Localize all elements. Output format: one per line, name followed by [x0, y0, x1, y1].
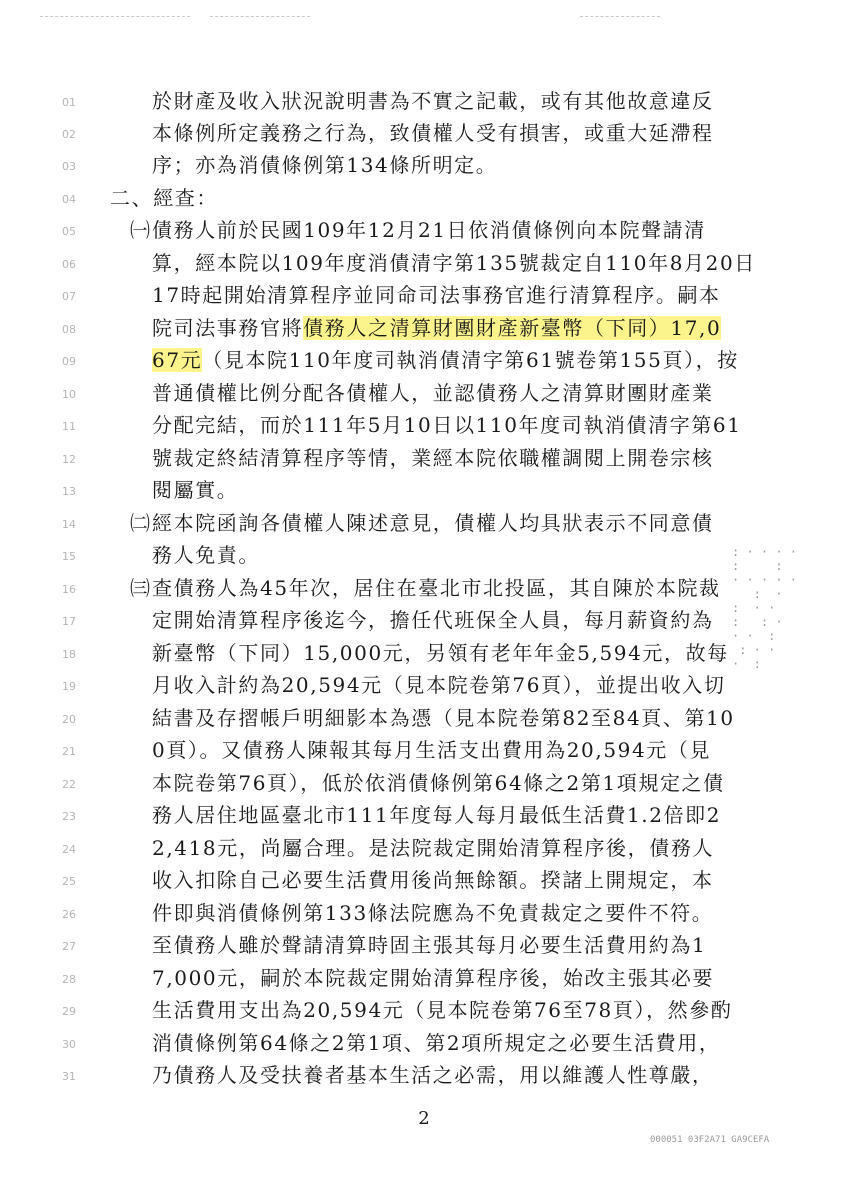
line-number: 17 [62, 615, 76, 628]
line-number: 06 [62, 258, 76, 271]
line-number: 09 [62, 355, 76, 368]
body-line: 普通債權比例分配各債權人，並認債務人之清算財團財產業 [152, 381, 714, 405]
line-number: 26 [62, 908, 76, 921]
body-line: 查債務人為45年次，居住在臺北市北投區，其自陳於本院裁 [152, 576, 721, 600]
body-line: 定開始清算程序後迄今，擔任代班保全人員，每月薪資約為 [152, 608, 714, 632]
body-line: 消債條例第64條之2第1項、第2項所規定之必要生活費用， [152, 1031, 721, 1055]
line-number: 14 [62, 518, 76, 531]
page-number: 2 [418, 1108, 430, 1129]
body-line: 乃債務人及受扶養者基本生活之必需，用以維護人性尊嚴， [152, 1063, 714, 1087]
line-number: 31 [62, 1070, 76, 1083]
body-line: 經本院函詢各債權人陳述意見，債權人均具狀表示不同意債 [152, 511, 714, 535]
document-code: 000051 03F2A71 GA9CEFA [650, 1135, 770, 1145]
line-number: 24 [62, 843, 76, 856]
body-line: 本條例所定義務之行為，致債權人受有損害，或重大延滯程 [152, 121, 714, 145]
item-marker: ㈢ [130, 576, 150, 600]
line-number: 13 [62, 485, 76, 498]
line-number: 07 [62, 290, 76, 303]
body-line: 月收入計約為20,594元（見本院卷第76頁），並提出收入切 [152, 673, 726, 697]
scan-artifact [40, 16, 190, 23]
line-number: 02 [62, 128, 76, 141]
body-line: 結書及存摺帳戶明細影本為憑（見本院卷第82至84頁、第10 [152, 706, 735, 730]
body-line: 序；亦為消債條例第134條所明定。 [152, 153, 498, 177]
body-line: 算，經本院以109年度消債清字第135號裁定自110年8月20日 [152, 251, 756, 275]
body-line: 生活費用支出為20,594元（見本院卷第76至78頁），然參酌 [152, 998, 733, 1022]
item-marker: ㈡ [130, 511, 150, 535]
body-line: 於財產及收入狀況說明書為不實之記載，或有其他故意違反 [152, 89, 714, 113]
line-number: 11 [62, 420, 76, 433]
line-number: 12 [62, 453, 76, 466]
line-number: 15 [62, 550, 76, 563]
line-number: 08 [62, 323, 76, 336]
body-line: 務人免責。 [152, 543, 260, 567]
line-number: 21 [62, 745, 76, 758]
line-number: 29 [62, 1005, 76, 1018]
body-line: 號裁定終結清算程序等情，業經本院依職權調閱上開卷宗核 [152, 446, 714, 470]
highlighted-text: 67元 [152, 348, 203, 372]
line-number: 22 [62, 778, 76, 791]
scan-artifact [210, 16, 310, 23]
line-number: 27 [62, 940, 76, 953]
line-text: 院司法事務官將 [152, 316, 304, 340]
line-number: 10 [62, 388, 76, 401]
body-line: 7,000元，嗣於本院裁定開始清算程序後，始改主張其必要 [152, 966, 715, 990]
scan-artifact [580, 16, 660, 23]
body-line: 務人居住地區臺北市111年度每人每月最低生活費1.2倍即2 [152, 803, 722, 827]
body-line: 至債務人雖於聲請清算時固主張其每月必要生活費用約為1 [152, 933, 707, 957]
body-line: 件即與消債條例第133條法院應為不免責裁定之要件不符。 [152, 901, 714, 925]
item-marker: ㈠ [130, 218, 150, 242]
line-number: 03 [62, 160, 76, 173]
line-number: 18 [62, 648, 76, 661]
line-number: 04 [62, 193, 76, 206]
body-line: 新臺幣（下同）15,000元，另領有老年年金5,594元，故每 [152, 641, 729, 665]
line-number: 01 [62, 96, 76, 109]
body-line: 0頁）。又債務人陳報其每月生活支出費用為20,594元（見 [152, 738, 712, 762]
line-number: 16 [62, 583, 76, 596]
line-text: （見本院110年度司執消債清字第61號卷第155頁），按 [202, 348, 739, 372]
line-number: 30 [62, 1038, 76, 1051]
body-line: 本院卷第76頁），低於依消債條例第64條之2第1項規定之債 [152, 771, 725, 795]
line-number: 19 [62, 680, 76, 693]
body-line: 17時起開始清算程序並同命司法事務官進行清算程序。嗣本 [152, 283, 721, 307]
body-line [152, 347, 739, 373]
line-number: 23 [62, 810, 76, 823]
body-line: 閱屬實。 [152, 478, 239, 502]
body-line: 2,418元，尚屬合理。是法院裁定開始清算程序後，債務人 [152, 836, 715, 860]
body-line [152, 315, 721, 341]
section-heading: 二、經查： [110, 186, 218, 210]
line-number: 20 [62, 713, 76, 726]
line-number: 28 [62, 973, 76, 986]
highlighted-text: 債務人之清算財團財產新臺幣（下同）17,0 [303, 316, 722, 340]
scan-noise: : · · · · : : · · · · · : · : · · : : · · · : : · · · : [732, 545, 798, 671]
body-line: 收入扣除自己必要生活費用後尚無餘額。揆諸上開規定，本 [152, 868, 714, 892]
body-line: 債務人前於民國109年12月21日依消債條例向本院聲請清 [152, 218, 706, 242]
line-number: 25 [62, 875, 76, 888]
body-line: 分配完結，而於111年5月10日以110年度司執消債清字第61 [152, 413, 742, 437]
line-number: 05 [62, 225, 76, 238]
